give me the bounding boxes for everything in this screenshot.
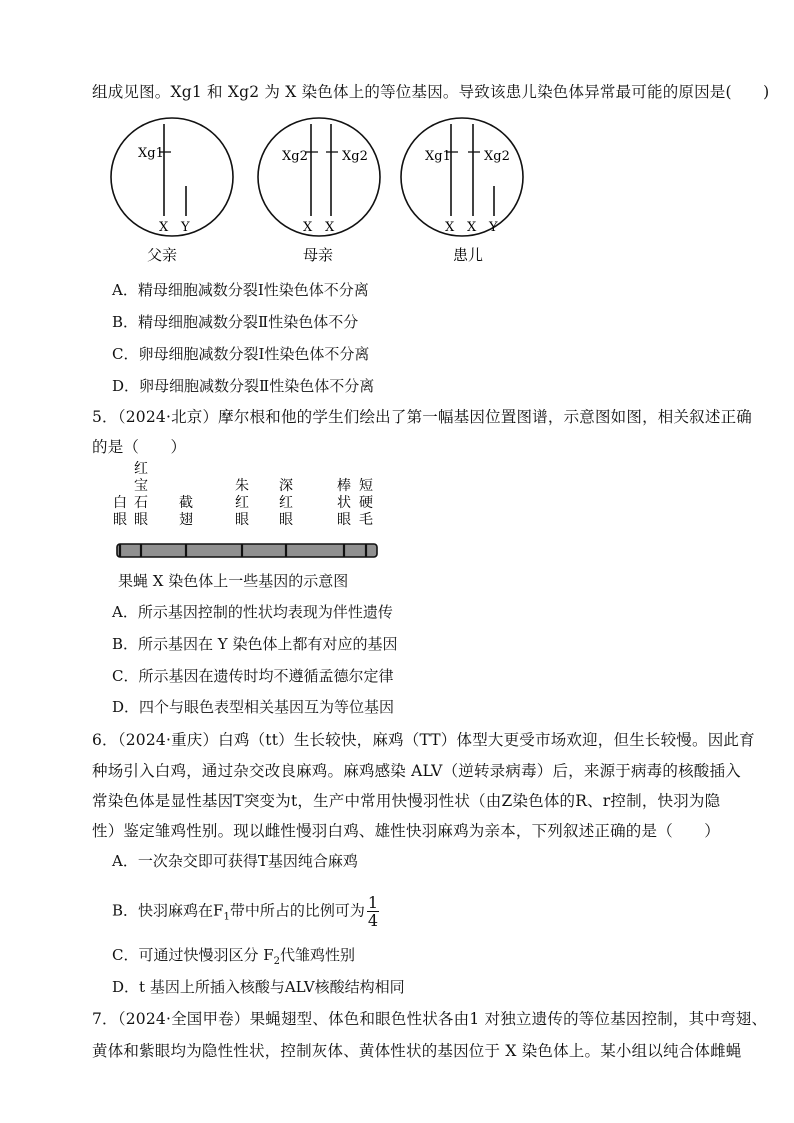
gene-label: 白眼	[113, 495, 127, 528]
x-chromosome-bar	[117, 544, 377, 557]
chrom-label: X	[325, 220, 335, 235]
q4-option-a: A．精母细胞减数分裂Ⅰ性染色体不分离	[112, 281, 369, 299]
intro-line: 组成见图。Xg1 和 Xg2 为 X 染色体上的等位基因。导致该患儿染色体异常最可能的原因是( )	[92, 83, 770, 101]
q6-stem-line1: 6．（2024·重庆）白鸡（tt）生长较快，麻鸡（TT）体型大更受市场欢迎，但生长较慢。因此育	[92, 731, 755, 749]
q4-option-c: C．卵母细胞减数分裂Ⅰ性染色体不分离	[112, 345, 370, 363]
q6-stem-line2: 种场引入白鸡，通过杂交改良麻鸡。麻鸡感染 ALV（逆转录病毒）后，来源于病毒的核酸插入	[92, 762, 741, 780]
cell-caption-child: 患儿	[453, 246, 484, 264]
q6-stem-line3: 常染色体是显性基因T突变为t，生产中常用快慢羽性状（由Z染色体的R、r控制，快羽为隐	[92, 792, 721, 810]
q5-option-a: A．所示基因控制的性状均表现为伴性遗传	[112, 603, 393, 621]
q4-option-d: D．卵母细胞减数分裂Ⅱ性染色体不分离	[112, 377, 375, 395]
gene-label: 深红眼	[279, 478, 293, 528]
cell-caption-father: 父亲	[147, 246, 178, 264]
gene-label: 朱红眼	[235, 478, 249, 528]
chrom-label: Y	[489, 220, 498, 235]
q7-stem-line2: 黄体和紫眼均为隐性性状，控制灰体、黄体性状的基因位于 X 染色体上。某小组以纯合体雌蝇	[92, 1042, 742, 1060]
chrom-label: X	[159, 220, 169, 235]
chrom-label: X	[445, 220, 455, 235]
q5-caption: 果蝇 X 染色体上一些基因的示意图	[118, 572, 349, 590]
q6-option-d: D．t 基因上所插入核酸与ALV核酸结构相同	[112, 978, 405, 996]
q7-stem-line1: 7．（2024·全国甲卷）果蝇翅型、体色和眼色性状各由1 对独立遗传的等位基因控制，其中弯翅、	[92, 1010, 768, 1028]
q6-option-a: A．一次杂交即可获得T基因纯合麻鸡	[112, 852, 358, 870]
q6-option-c: C．可通过快慢羽区分 $F_2$代雏鸡性别	[112, 946, 356, 967]
gene-label: Xg1	[425, 149, 451, 164]
q5-option-d: D．四个与眼色表型相关基因互为等位基因	[112, 698, 395, 716]
subscript: 2	[273, 956, 281, 967]
gene-label: Xg1	[138, 146, 164, 161]
q5-option-b: B．所示基因在 Y 染色体上都有对应的基因	[112, 635, 398, 653]
subscript: 1	[223, 911, 230, 923]
gene-label: 棒状眼	[337, 478, 351, 528]
gene-label: 截翅	[179, 495, 193, 528]
gene-label: 红宝石眼	[134, 461, 148, 528]
q4-option-b: B．精母细胞减数分裂Ⅱ性染色体不分	[112, 313, 359, 331]
gene-label: Xg2	[342, 149, 368, 164]
chrom-label: X	[467, 220, 477, 235]
q5-stem-line2: 的是（ ）	[92, 438, 187, 456]
chrom-label: Y	[181, 220, 190, 235]
gene-label: Xg2	[282, 149, 308, 164]
fraction: $\frac{1}{4}$	[367, 893, 379, 930]
q6-option-b: B．快羽麻鸡在$F_1$带中所占的比例可为 $\frac{1}{4}$	[112, 893, 379, 930]
q6-stem-line4: 性）鉴定雏鸡性别。现以雌性慢羽白鸡、雄性快羽麻鸡为亲本，下列叙述正确的是（ ）	[92, 822, 721, 840]
cell-caption-mother: 母亲	[303, 246, 334, 264]
chrom-label: X	[303, 220, 313, 235]
gene-label: Xg2	[484, 149, 510, 164]
q5-stem-line1: 5．（2024·北京）摩尔根和他的学生们绘出了第一幅基因位置图谱，示意图如图，相关叙述正确	[92, 408, 752, 426]
gene-label: 短硬毛	[359, 478, 373, 528]
q5-option-c: C．所示基因在遗传时均不遵循孟德尔定律	[112, 667, 394, 685]
